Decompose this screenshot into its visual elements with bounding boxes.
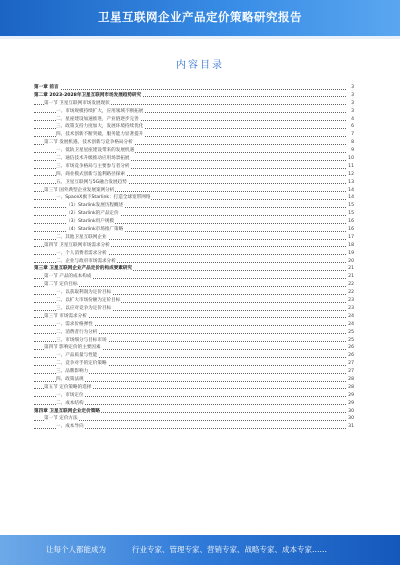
toc-entry-page: 3 (346, 108, 354, 116)
toc-entry-page: 13 (346, 179, 354, 187)
toc-entry-title: 三、以应对竞争为定价目标 (56, 305, 112, 311)
toc-entry[interactable] (34, 179, 354, 187)
toc-entry-page: 31 (346, 423, 354, 431)
toc-entry[interactable] (34, 352, 354, 360)
toc-entry-page: 24 (346, 321, 354, 329)
toc-entry[interactable] (34, 116, 354, 124)
toc-entry-title: 一、市场规模持续扩大，应用领域不断拓展 (56, 108, 144, 114)
toc-entry-title: 四、商业模式创新与盈利路径探索 (56, 171, 125, 177)
toc-entry-page: 29 (346, 392, 354, 400)
toc-entry-page: 30 (346, 408, 354, 416)
toc-entry-page: 25 (346, 329, 354, 337)
toc-entry-page: 28 (346, 384, 354, 392)
toc-entry-title: 二、企业与政府市场需求分析 (56, 258, 116, 264)
toc-entry-title: 四、政策法规 (56, 376, 84, 382)
toc-entry[interactable] (34, 84, 354, 92)
table-of-contents (34, 84, 354, 431)
toc-entry-page: 25 (346, 337, 354, 345)
toc-entry[interactable] (34, 242, 354, 250)
toc-entry[interactable] (34, 281, 354, 289)
toc-entry-title: 第二节 定价目标 (44, 282, 78, 288)
toc-heading: 内容目录 (176, 60, 224, 71)
toc-entry-title: 第一节 定价方法 (44, 416, 78, 422)
toc-entry[interactable] (34, 321, 354, 329)
toc-entry-page: 12 (346, 171, 354, 179)
toc-entry[interactable] (34, 155, 354, 163)
toc-entry[interactable] (34, 202, 354, 210)
report-header (0, 0, 400, 36)
toc-entry-page: 22 (346, 289, 354, 297)
toc-entry[interactable] (34, 329, 354, 337)
toc-entry-title: 第一节 卫星互联网市场发展现状 (44, 100, 110, 106)
toc-entry[interactable] (34, 100, 354, 108)
toc-entry-title: 第一节 产品的成本构成 (44, 274, 92, 280)
toc-entry-title: （4）Starlink市场推广策略 (66, 227, 124, 233)
toc-entry-title: 第二章 2023-2028年卫星互联网市场发展趋势研究 (34, 92, 142, 98)
toc-entry-page: 26 (346, 352, 354, 360)
toc-entry-page: 21 (346, 265, 354, 273)
toc-entry-title: 第三节 国外典型企业发展案例分析 (44, 187, 115, 193)
toc-entry[interactable] (34, 123, 354, 131)
toc-entry[interactable] (34, 344, 354, 352)
toc-entry[interactable] (34, 313, 354, 321)
toc-entry-page: 28 (346, 376, 354, 384)
toc-entry[interactable] (34, 423, 354, 431)
toc-entry-page: 23 (346, 305, 354, 313)
toc-entry-title: 四、技术创新不断突破，服务能力显著提升 (56, 132, 144, 138)
toc-entry[interactable] (34, 210, 354, 218)
toc-entry-title: 第二节 发展机遇、技术创新与竞争格局分析 (44, 140, 133, 146)
toc-entry-page: 21 (346, 273, 354, 281)
toc-entry-title: 第四章 卫星互联网企业定价策略 (34, 408, 100, 414)
report-footer (0, 535, 400, 565)
toc-entry[interactable] (34, 218, 354, 226)
toc-entry[interactable] (34, 194, 354, 202)
toc-entry-title: 第四节 影响定价的主要因素 (44, 345, 101, 351)
toc-entry-title: 二、成本结构 (56, 400, 84, 406)
toc-entry-title: 二、竞争对手的定价策略 (56, 361, 107, 367)
toc-entry-page: 11 (346, 163, 354, 171)
toc-entry[interactable] (34, 305, 354, 313)
toc-entry-title: 一、低轨卫星星座建设带来的发展机遇 (56, 148, 135, 154)
toc-entry-title: 一、个人消费者需求分析 (56, 250, 107, 256)
toc-entry-page: 20 (346, 258, 354, 266)
toc-entry-page: 24 (346, 313, 354, 321)
toc-entry-page: 4 (346, 116, 354, 124)
toc-entry-title: 第一章 前言 (34, 85, 59, 90)
toc-entry-page: 27 (346, 368, 354, 376)
toc-entry-title: 二、其他卫星互联网企业 (56, 234, 107, 240)
toc-entry[interactable] (34, 131, 354, 139)
toc-entry-page: 18 (346, 242, 354, 250)
toc-entry-title: 一、产品质量与性能 (56, 353, 98, 359)
toc-entry-page: 15 (346, 210, 354, 218)
toc-entry[interactable] (34, 108, 354, 116)
toc-entry-page: 26 (346, 344, 354, 352)
toc-entry[interactable] (34, 384, 354, 392)
toc-entry[interactable] (34, 337, 354, 345)
toc-entry-page: 17 (346, 234, 354, 242)
toc-entry-title: （1）Starlink发展历程概述 (66, 203, 124, 209)
toc-entry[interactable] (34, 258, 354, 266)
toc-entry-page: 3 (346, 100, 354, 108)
toc-entry-title: 第四节 卫星互联网市场需求分析 (44, 242, 110, 248)
toc-entry-page: 30 (346, 415, 354, 423)
toc-entry[interactable] (34, 171, 354, 179)
toc-entry[interactable] (34, 392, 354, 400)
toc-entry[interactable] (34, 139, 354, 147)
toc-entry-page: 8 (346, 139, 354, 147)
toc-entry-title: 一、成本导向 (56, 424, 84, 430)
toc-leader-dots (34, 84, 346, 90)
toc-entry[interactable] (34, 376, 354, 384)
toc-entry[interactable] (34, 163, 354, 171)
toc-entry-page: 14 (346, 194, 354, 202)
toc-entry-title: 三、品牌影响力 (56, 369, 89, 375)
toc-entry[interactable] (34, 92, 354, 100)
toc-entry-title: （3）Starlink用户规模 (66, 219, 115, 225)
toc-entry-title: 一、需求价格弹性 (56, 321, 93, 327)
toc-entry[interactable] (34, 368, 354, 376)
toc-entry[interactable] (34, 408, 354, 416)
toc-entry-page: 7 (346, 131, 354, 139)
toc-entry-page: 23 (346, 297, 354, 305)
toc-entry-page: 9 (346, 147, 354, 155)
toc-entry-title: 一、以获取利润为定价目标 (56, 290, 112, 296)
toc-entry-title: 三、市场细分与目标市场 (56, 337, 107, 343)
toc-entry[interactable] (34, 289, 354, 297)
toc-entry[interactable] (34, 250, 354, 258)
toc-entry[interactable] (34, 400, 354, 408)
toc-entry-page: 14 (346, 187, 354, 195)
toc-entry[interactable] (34, 415, 354, 423)
toc-entry-title: 五、卫星互联网与5G融合发展趋势 (56, 179, 127, 185)
toc-entry-page: 6 (346, 123, 354, 131)
toc-entry-title: 二、星座建设加速推进，产业链逐步完善 (56, 116, 139, 122)
toc-entry[interactable] (34, 297, 354, 305)
toc-entry-page: 3 (346, 92, 354, 100)
toc-entry-title: （2）Starlink的产品定价 (66, 211, 119, 217)
toc-entry-title: 三、市场竞争格局与主要参与者分析 (56, 163, 130, 169)
toc-entry-page: 19 (346, 250, 354, 258)
toc-entry-title: 一、SpaceX旗下Starlink：打造全球宽带网络 (56, 195, 151, 201)
toc-entry-page: 16 (346, 226, 354, 234)
toc-entry-page: 29 (346, 400, 354, 408)
toc-entry-page: 3 (346, 84, 354, 92)
toc-entry-title: 二、消费者行为分析 (56, 329, 98, 335)
toc-leader-dots (34, 415, 346, 421)
header-divider (0, 36, 400, 39)
toc-entry-page: 27 (346, 360, 354, 368)
footer-slogan: 让每个人都能成为 (46, 545, 106, 554)
toc-entry[interactable] (34, 187, 354, 195)
toc-entry-page: 16 (346, 218, 354, 226)
toc-leader-dots (34, 281, 346, 287)
toc-entry-title: 二、通信技术升级推动应用场景拓展 (56, 156, 130, 162)
toc-entry-page: 10 (346, 155, 354, 163)
toc-entry-title: 一、市场定位 (56, 392, 84, 398)
toc-entry-title: 二、以扩大市场份额为定价目标 (56, 298, 121, 304)
toc-entry[interactable] (34, 147, 354, 155)
toc-entry[interactable] (34, 226, 354, 234)
toc-entry-title: 第三节 市场需求分析 (44, 313, 87, 319)
toc-entry[interactable] (34, 265, 354, 273)
toc-entry-page: 15 (346, 202, 354, 210)
toc-entry-title: 第三章 卫星互联网企业产品定价的构成要素研究 (34, 266, 133, 272)
report-title: 卫星互联网企业产品定价策略研究报告 (98, 10, 302, 24)
toc-entry-title: 三、政策支持力度加大，发展环境持续优化 (56, 124, 144, 130)
toc-entry[interactable] (34, 360, 354, 368)
toc-entry-title: 第五节 定价策略的选择 (44, 384, 92, 390)
toc-entry-page: 22 (346, 281, 354, 289)
toc-entry[interactable] (34, 234, 354, 242)
footer-roles: 行业专家、管理专家、营销专家、战略专家、成本专家…… (132, 545, 327, 554)
toc-entry[interactable] (34, 273, 354, 281)
